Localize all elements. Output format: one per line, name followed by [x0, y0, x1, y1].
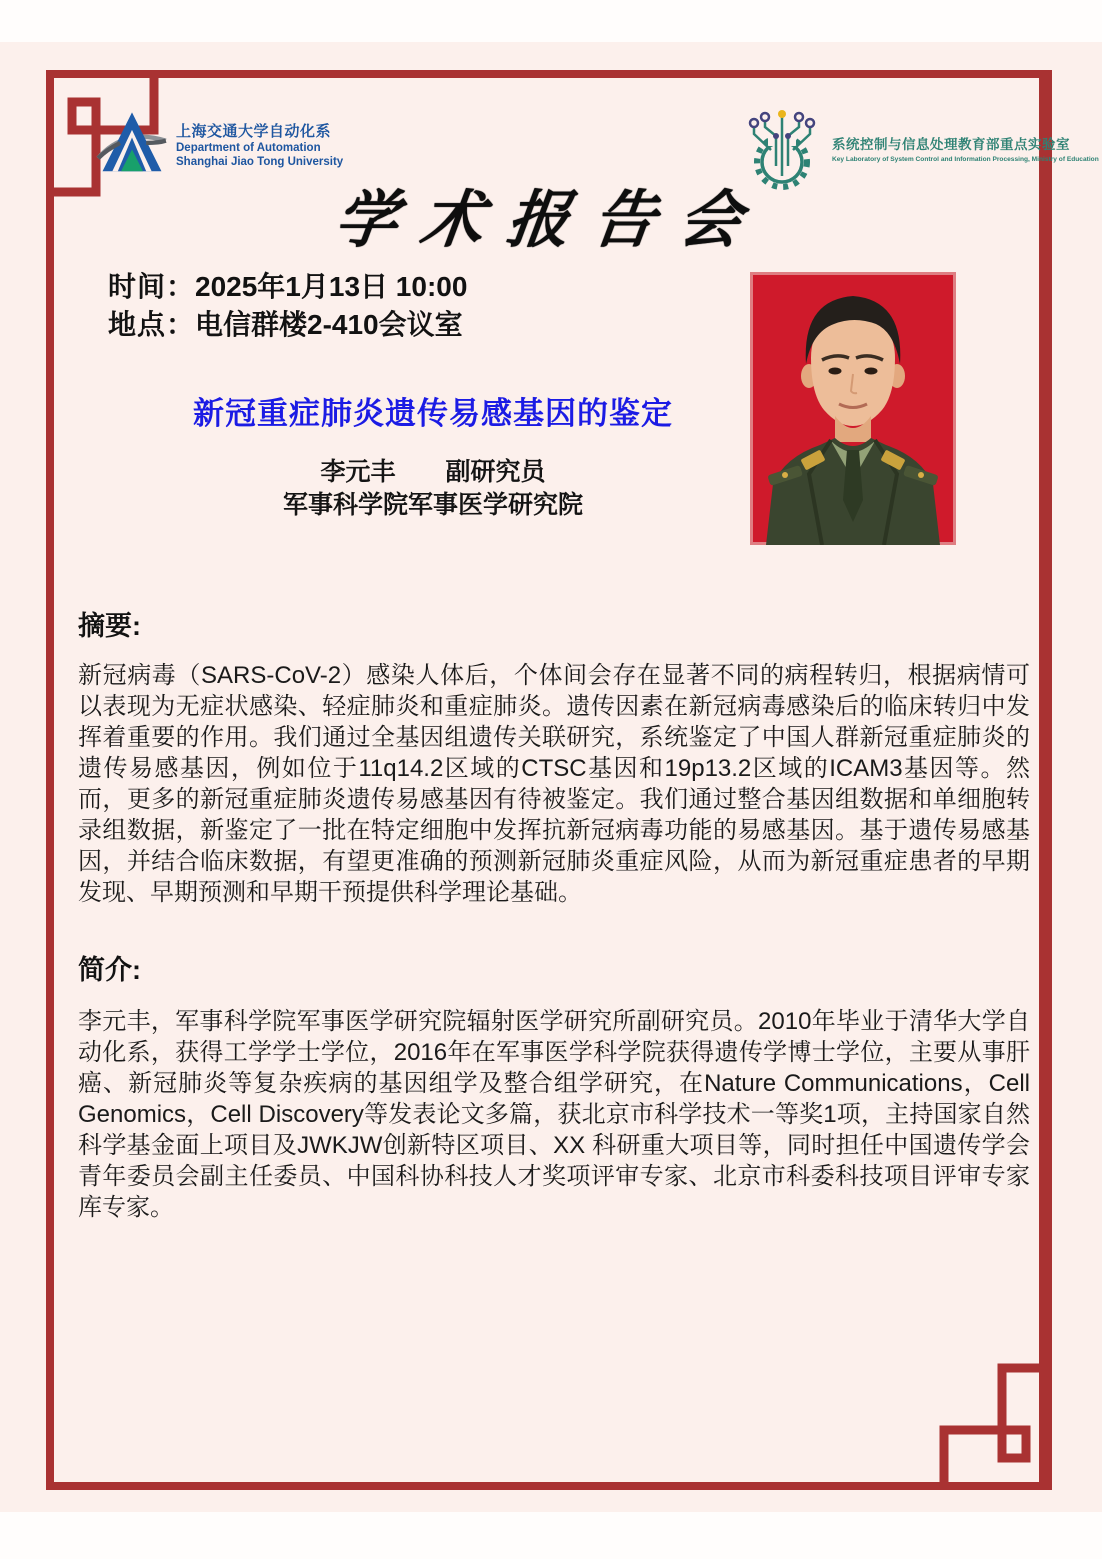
time-label: 时间：: [108, 271, 196, 302]
venue-label: 地点：: [108, 309, 196, 340]
lab-logo-text-en: Key Laboratory of System Control and Information Processing, Ministry of Education: [832, 156, 1099, 163]
lab-logo-text-cn: 系统控制与信息处理教育部重点实验室: [832, 137, 1070, 152]
sjtu-logo-text-en1: Department of Automation: [176, 141, 321, 154]
time-value: 2025年1月13日 10:00: [195, 271, 468, 302]
lab-logo-text: [832, 133, 1099, 163]
bio-heading: 简介:: [78, 955, 141, 985]
talk-title: 新冠重症肺炎遗传易感基因的鉴定: [193, 396, 673, 431]
frame-corner-ornament-bottom-right: [902, 1340, 1052, 1490]
event-info: [108, 268, 467, 344]
abstract-body: 新冠病毒（SARS-CoV-2）感染人体后，个体间会存在显著不同的病程转归，根据病情可以表现为无症状感染、轻症肺炎和重症肺炎。遗传因素在新冠病毒感染后的临床转归中发挥着重要的作用。我们通过全基因组遗传关联研究，系统鉴定了中国人群新冠重症肺炎的遗传易感基因，例如位于11q14.2区域的CTSC基因和19p13.2区域的ICAM3基因等。然而，更多的新冠重症肺炎遗传易感基因有待被鉴定。我们通过整合基因组数据和单细胞转录组数据，新鉴定了一批在特定细胞中发挥抗新冠病毒功能的易感基因。基于遗传易感基因，并结合临床数据，有望更准确的预测新冠肺炎重症风险，从而为新冠重症患者的早期发现、早期预测和早期干预提供科学理论基础。: [78, 662, 1030, 906]
bio-body: 李元丰，军事科学院军事医学研究院辐射医学研究所副研究员。2010年毕业于清华大学自动化系，获得工学学士学位，2016年在军事医学科学院获得遗传学博士学位，主要从事肝癌、新冠肺炎等复杂疾病的基因组学及整合组学研究，在Nature Communications，Cell Genomics，Cell Discovery等发表论文多篇，获北京市科学技术一等奖1项，主持国家自然科学基金面上项目及JWKJW创新特区项目、XX 科研重大项目等，同时担任中国遗传学会青年委员会副主任委员、中国科协科技人才奖项评审专家、北京市科委科技项目评审专家库专家。: [78, 1008, 1030, 1221]
sjtu-logo-text-en2: Shanghai Jiao Tong University: [176, 155, 344, 168]
sjtu-logo-text: [176, 120, 343, 169]
abstract-heading: 摘要:: [78, 611, 141, 641]
banner-title: 学术报告会: [330, 183, 770, 256]
sjtu-logo-text-cn: 上海交通大学自动化系: [176, 122, 332, 140]
speaker-name: 李元丰 副研究员: [320, 458, 546, 486]
speaker-block: [80, 456, 786, 522]
speaker-affiliation: 军事科学院军事医学研究院: [282, 491, 583, 519]
event-venue-line: [108, 306, 467, 344]
venue-value: 电信群楼2-410会议室: [195, 309, 463, 340]
event-time-line: [108, 268, 467, 306]
